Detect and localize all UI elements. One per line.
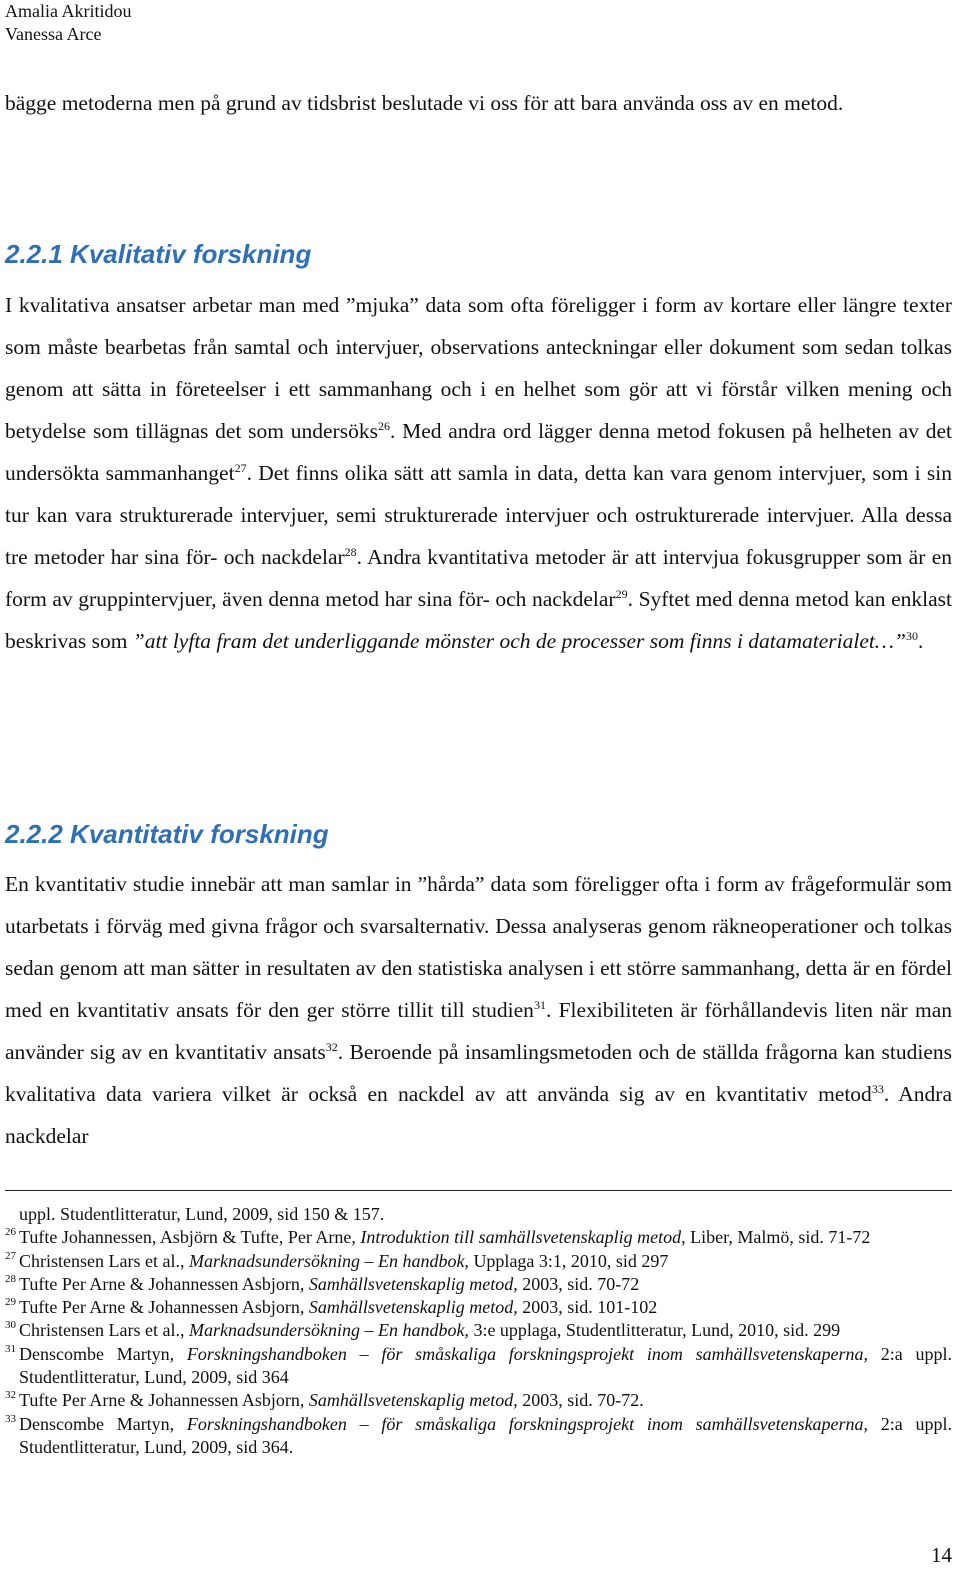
footnote-ref[interactable]: 27	[234, 460, 247, 475]
quote: ”att lyfta fram det underliggande mönster och de processer som finns i datamaterialet…”	[132, 629, 906, 653]
footnote-30: 30 Christensen Lars et al., Marknadsundersökning – En handbok, 3:e upplaga, Studentlitteratur, Lund, 2010, sid. 299	[5, 1319, 841, 1341]
intro-paragraph: bägge metoderna men på grund av tidsbrist beslutade vi oss för att bara använda oss av en metod.	[5, 91, 844, 115]
author-name: Amalia Akritidou	[5, 1, 132, 21]
footnote-continuation: uppl. Studentlitteratur, Lund, 2009, sid 150 & 157.	[19, 1204, 385, 1224]
footnote-ref[interactable]: 31	[533, 997, 546, 1012]
footnote-26: 26 Tufte Johannessen, Asbjörn & Tufte, Per Arne, Introduktion till samhällsvetenskaplig metod, Liber, Malmö, sid. 71-72	[5, 1226, 871, 1248]
footnote-32: 32 Tufte Per Arne & Johannessen Asbjorn, Samhällsvetenskaplig metod, 2003, sid. 70-72.	[5, 1389, 644, 1411]
footnote-28: 28 Tufte Per Arne & Johannessen Asbjorn, Samhällsvetenskaplig metod, 2003, sid. 70-72	[5, 1272, 640, 1294]
footnote-29: 29 Tufte Per Arne & Johannessen Asbjorn, Samhällsvetenskaplig metod, 2003, sid. 101-102	[5, 1296, 658, 1318]
running-header	[5, 0, 131, 46]
footnote-divider	[5, 1190, 952, 1191]
footnote-ref[interactable]: 30	[905, 628, 918, 643]
paragraph-kvalitativ: I kvalitativa ansatser arbetar man med ”mjuka” data som ofta föreligger i form av kortare eller längre texter som måste bearbetas från samtal och intervjuer, observations anteckningar eller dokument som sedan tolkas genom att sätta in företeelser i ett sammanhang och i en helhet som gör att vi förstår vilken mening och betydelse som tillägnas det som undersöks$^{26}$. Med andra ord lägger denna metod fokusen på helheten av det undersökta sammanhanget$^{27}$. Det finns olika sätt att samla in data, detta kan vara genom intervjuer, som i sin tur kan vara strukturerade intervjuer, semi strukturerade intervjuer och ostrukturerade intervjuer. Alla dessa tre metoder har sina för- och nackdelar$^{28}$. Andra kvantitativa metoder är att intervjua fokusgrupper som är en form av gruppintervjuer, även denna metod har sina för- och nackdelar$^{29}$. Syftet med denna metod kan enklast beskrivas som ”att lyfta fram det underliggande mönster och de processer som finns i datamaterialet…”$^{30}$.	[5, 293, 953, 653]
footnote-31: 31 Denscombe Martyn, Forskningshandboken – för småskaliga forskningsprojekt inom samhällsvetenskaperna, 2:a uppl. Studentlitteratur, Lund, 2009, sid 364	[5, 1342, 953, 1388]
footnote-ref[interactable]: 32	[325, 1039, 338, 1054]
paragraph-kvantitativ: En kvantitativ studie innebär att man samlar in ”hårda” data som föreligger ofta i form av frågeformulär som utarbetats i förväg med givna frågor och svarsalternativ. Dessa analyseras genom räkneoperationer och tolkas sedan genom att man sätter in resultaten av den statistiska analysen i ett större sammanhang, detta är en fördel med en kvantitativ ansats för den ger större tillit till studien$^{31}$. Flexibiliteten är förhållandevis liten när man använder sig av en kvantitativ ansats$^{32}$. Beroende på insamlingsmetoden och de ställda frågorna kan studiens kvalitativa data variera vilket är också en nackdel av att använda sig av en kvantitativ metod$^{33}$. Andra nackdelar	[5, 872, 952, 1148]
footnote-ref[interactable]: 28	[344, 544, 357, 559]
footnote-ref[interactable]: 26	[377, 418, 390, 433]
footnote-ref[interactable]: 29	[615, 586, 628, 601]
footnote-27: 27 Christensen Lars et al., Marknadsundersökning – En handbok, Upplaga 3:1, 2010, sid 297	[5, 1249, 669, 1271]
section-heading-kvalitativ: 2.2.1 Kvalitativ forskning	[5, 239, 312, 269]
footnote-33: 33 Denscombe Martyn, Forskningshandboken – för småskaliga forskningsprojekt inom samhällsvetenskaperna, 2:a uppl. Studentlitteratur, Lund, 2009, sid 364.	[5, 1412, 953, 1457]
section-heading-kvantitativ: 2.2.2 Kvantitativ forskning	[5, 819, 329, 849]
footnote-ref[interactable]: 33	[871, 1081, 884, 1096]
footnotes	[5, 1203, 952, 1459]
page-number: 14	[931, 1543, 952, 1567]
author-name: Vanessa Arce	[5, 24, 102, 44]
